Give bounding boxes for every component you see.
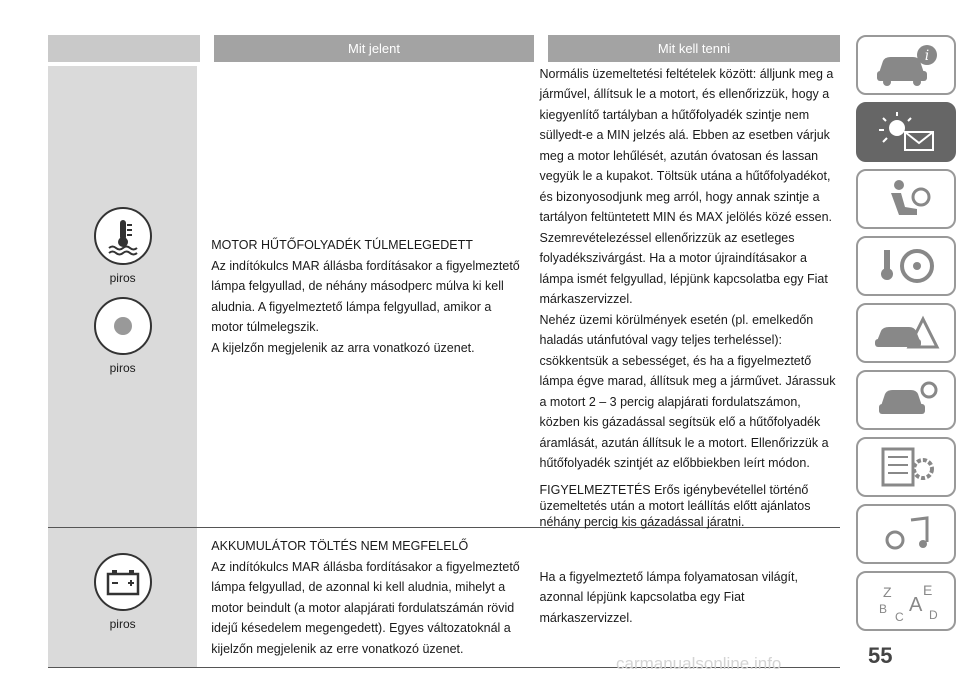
multimedia-icon[interactable] [856,504,956,564]
watermark: carmanualsonline.info [616,654,782,673]
table-row [48,66,840,528]
meaning-cell [211,66,525,527]
meaning-title: AKKUMULÁTOR TÖLTÉS NEM MEGFELELŐ [211,539,469,553]
page-number: 55 [868,643,893,668]
car-info-icon[interactable] [856,35,956,95]
lamp-color-label: piros [109,270,136,285]
battery-icon [94,553,152,611]
car-maintenance-icon[interactable] [856,370,956,430]
action-text: Normális üzemeltetési feltételek között: álljunk meg a járművel, állítsuk le a motort, és ellenőrizzük, hogy a kiegyenlítő tartályban a hűtőfolyadék szintje nem süllyedt-e a MIN jelzés alá. Ebben az esetben várjuk meg a motor lehűlését, azután óvatosan és lassan vegyük le a kupakot. Töltsük utána a hűtőfolyadékot, és bizonyosodjunk meg arról, hogy annak szintje a tartályon feltüntetett MIN és MAX jelölés közé essen. Szemrevételezéssel ellenőrizzük az esetleges folyadékszivárgást. Ha a motor újraindításakor a lámpa ismét felgyullad, lépjünk kapcsolatba egy Fiat márkaszervizzel. [539,66,834,306]
table-row [48,528,840,668]
svg-text:Z: Z [883,584,892,600]
header-action: Mit kell tenni [534,35,840,62]
action-text: Ha a figyelmeztető lámpa folyamatosan világít, azonnal lépjünk kapcsolatba egy Fiat márkaszervizzel. [539,569,798,625]
action-text: Nehéz üzemi körülmények esetén (pl. emelkedőn haladás utánfutóval vagy teljes terheléssel): csökkentsük a sebességet, és ha a figyelmeztető lámpa égve marad, állítsuk meg a járművet. Járassuk a motort 2 – 3 percig alapjárati fordulatszámon, közben kis gázadással segítsük elő a hűtőfolyadék áramlását, azután állítsuk le a motort. Ellenőrizzük a hűtőfolyadék szintjét az előbbiekben leírt módon. [539,312,836,470]
meaning-title: MOTOR HŰTŐFOLYADÉK TÚLMELEGEDETT [211,238,473,252]
technical-data-icon[interactable] [856,437,956,497]
action-cell [540,528,841,667]
table-header [48,35,840,62]
svg-text:C: C [895,610,904,623]
warning-lights-table [48,35,840,668]
seat-airbag-icon[interactable] [856,169,956,229]
meaning-text: A kijelzőn megjelenik az arra vonatkozó üzenet. [211,340,475,355]
lamp-color-label: piros [109,360,136,375]
meaning-text: Az indítókulcs MAR állásba fordításakor a figyelmeztető lámpa felgyullad, de néhány másodperc múlva ki kell aludnia. A figyelmeztető lámpa felgyullad, amikor a motor túlmelegszik. [211,258,520,334]
svg-text:E: E [923,582,933,598]
action-cell [540,66,841,527]
chapter-tabs [852,35,960,638]
emergency-car-icon[interactable] [856,303,956,363]
svg-text:D: D [929,608,938,622]
meaning-text: Az indítókulcs MAR állásba fordításakor a figyelmeztető lámpa felgyullad, de azonnal ki kell aludnia, mihelyt a motor beindult (a motor alapjárati fordulatszámán rövid idejű késedelem megengedett). Egyes változatoknál a kijelzőn megjelenik az erre vonatkozó üzenet. [211,559,520,656]
coolant-temperature-icon [94,207,152,265]
key-steering-wheel-icon[interactable] [856,236,956,296]
header-blank-cell [48,35,200,62]
red-dot-icon [94,297,152,355]
header-meaning: Mit jelent [214,35,534,62]
svg-text:i: i [924,48,930,64]
svg-text:A: A [909,594,923,616]
lamp-cell [48,528,197,667]
lamp-color-label: piros [109,616,136,631]
warning-note: FIGYELMEZTETÉS Erős igénybevétellel történő üzemeltetés után a motort leállítás előtt ajánlatos néhány percig kis gázadással járatni. [539,482,811,529]
meaning-cell [211,528,525,667]
index-alphabet-icon[interactable] [856,571,956,631]
lamp-cell [48,66,197,527]
svg-text:B: B [879,602,888,616]
warning-light-message-icon[interactable] [856,102,956,162]
